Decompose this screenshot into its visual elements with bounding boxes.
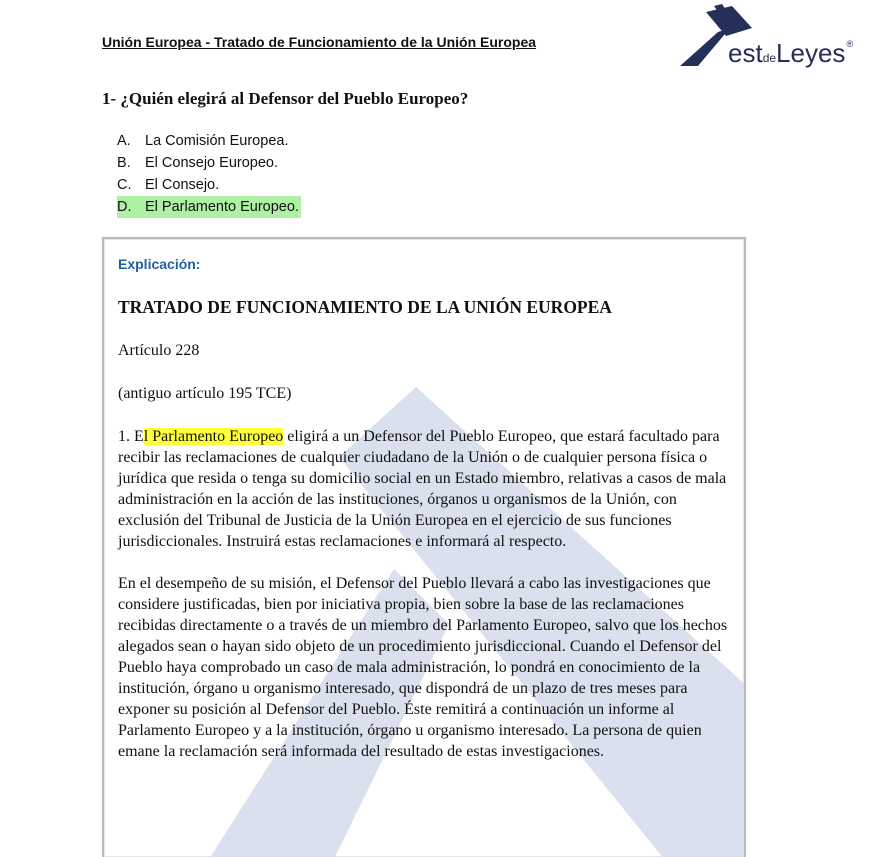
logo-text: estdeLeyes®	[728, 38, 854, 68]
explanation-content	[118, 297, 734, 783]
explanation-label: Explicación:	[118, 256, 201, 272]
option-d-correct[interactable]: D. El Parlamento Europeo.	[117, 196, 301, 218]
answer-options	[117, 130, 301, 218]
former-article: (antiguo artículo 195 TCE)	[118, 385, 292, 402]
option-b[interactable]: B. El Consejo Europeo.	[117, 155, 278, 171]
option-c[interactable]: C. El Consejo.	[117, 177, 220, 193]
explanation-panel	[102, 237, 746, 857]
treaty-heading: TRATADO DE FUNCIONAMIENTO DE LA UNIÓN EUROPEA	[118, 297, 612, 317]
highlighted-answer: l Parlamento Europeo	[143, 428, 284, 445]
document-title: Unión Europea - Tratado de Funcionamiento de la Unión Europea	[102, 34, 537, 50]
question-text: 1- ¿Quién elegirá al Defensor del Pueblo Europeo?	[102, 89, 469, 108]
option-a[interactable]: A. La Comisión Europea.	[117, 133, 289, 149]
paragraph-1: 1. El Parlamento Europeo eligirá a un Defensor del Pueblo Europeo, que estará facultado para recibir las reclamaciones de cualquier ciudadano de la Unión o de cualquier persona física o jurídica que resida o tenga su domicilio social en un Estado miembro, relativas a casos de mala administración en la acción de las instituciones, órganos u organismos de la Unión, con exclusión del Tribunal de Justicia de la Unión Europea en el ejercicio de sus funciones jurisdiccionales. Instruirá estas reclamaciones e informará al respecto.	[118, 428, 727, 550]
paragraph-2: En el desempeño de su misión, el Defensor del Pueblo llevará a cabo las investigaciones que considere justificadas, bien por iniciativa propia, bien sobre la base de las reclamaciones recibidas directamente o a través de un miembro del Parlamento Europeo, salvo que los hechos alegados sean o hayan sido objeto de un procedimiento jurisdiccional. Cuando el Defensor del Pueblo haya comprobado un caso de mala administración, lo pondrá en conocimiento de la institución, órgano u organismo interesado, que dispondrá de un plazo de tres meses para exponer su posición al Defensor del Pueblo. Éste remitirá a continuación un informe al Parlamento Europeo y a la institución, órgano u organismo interesado. La persona de quien emane la reclamación será informada del resultado de estas investigaciones.	[118, 575, 728, 760]
article-number: Artículo 228	[118, 342, 200, 359]
